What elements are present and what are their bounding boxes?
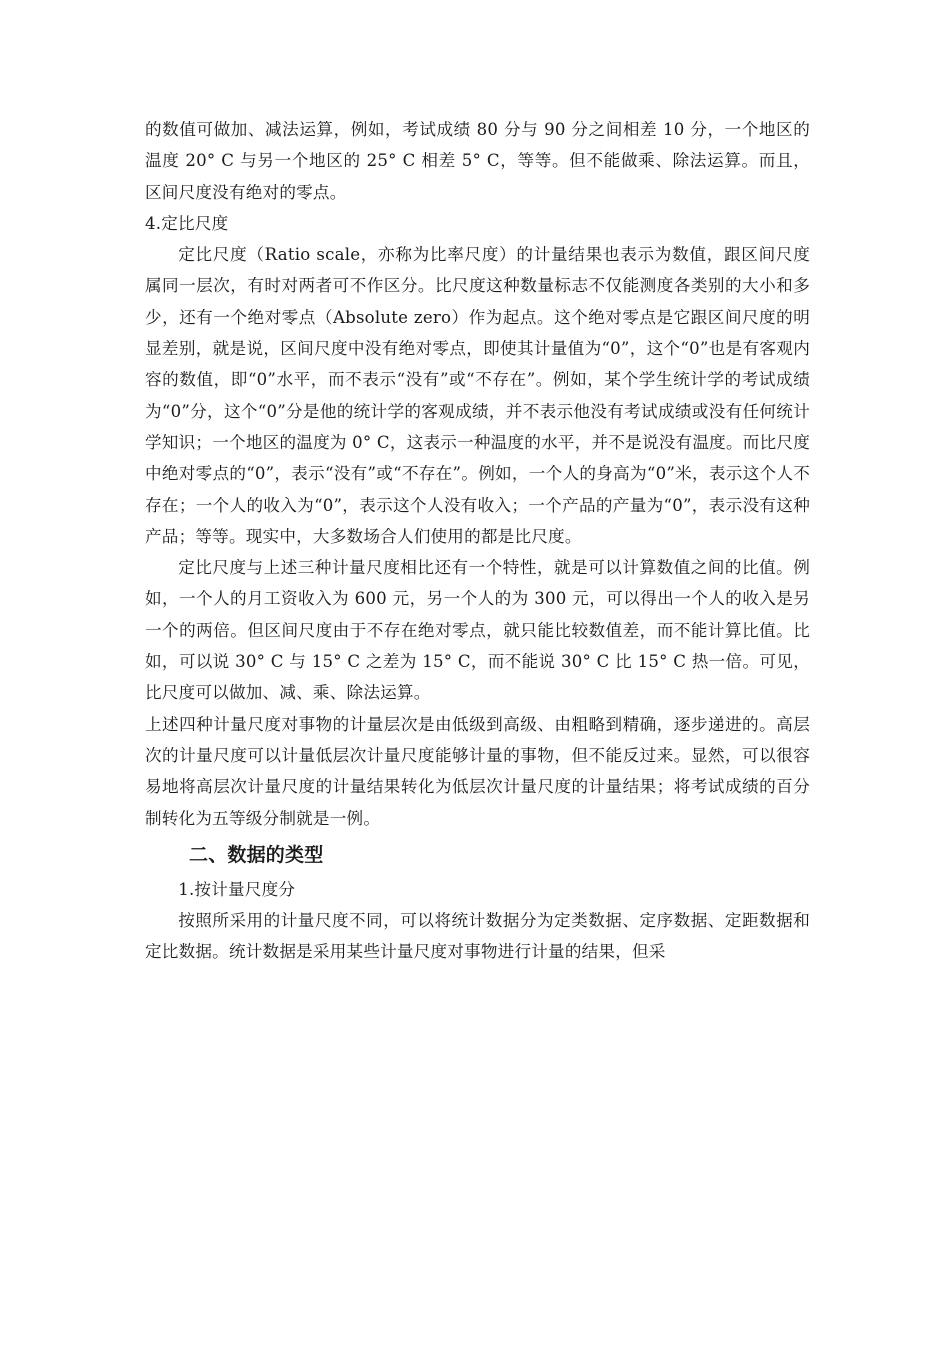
section-title-data-types: 二、数据的类型 (189, 843, 324, 866)
subheading-by-measurement-scale: 1.按计量尺度分 (178, 879, 296, 899)
paragraph-ratio-scale-property: 定比尺度与上述三种计量尺度相比还有一个特性，就是可以计算数值之间的比值。例如，一个人的月工资收入为 600 元，另一个人的为 300 元，可以得出一个人的收入是另一个的两倍。但区间尺度由于不存在绝对零点，就只能比较数值差，而不能计算比值。比如，可以说 30° C 与 15° C 之差为 15° C，而不能说 30° C 比 15° C 热一倍。可见，比尺度可以做加、减、乘、除法运算。 (145, 558, 810, 703)
subheading-ratio-scale: 4.定比尺度 (145, 213, 229, 233)
paragraph-interval-scale-end: 的数值可做加、减法运算，例如，考试成绩 80 分与 90 分之间相差 10 分，一个地区的温度 20° C 与另一个地区的 25° C 相差 5° C，等等。但不能做乘、除法运算。而且，区间尺度没有绝对的零点。 (145, 120, 810, 202)
paragraph-data-classification: 按照所采用的计量尺度不同，可以将统计数据分为定类数据、定序数据、定距数据和定比数据。统计数据是采用某些计量尺度对事物进行计量的结果，但采 (145, 911, 810, 962)
paragraph-scale-summary: 上述四种计量尺度对事物的计量层次是由低级到高级、由粗略到精确，逐步递进的。高层次的计量尺度可以计量低层次计量尺度能够计量的事物，但不能反过来。显然，可以很容易地将高层次计量尺度的计量结果转化为低层次计量尺度的计量结果；将考试成绩的百分制转化为五等级分制就是一例。 (145, 714, 810, 828)
paragraph-ratio-scale-definition: 定比尺度（Ratio scale，亦称为比率尺度）的计量结果也表示为数值，跟区间尺度属同一层次，有时对两者可不作区分。比尺度这种数量标志不仅能测度各类别的大小和多少，还有一个绝对零点（Absolute zero）作为起点。这个绝对零点是它跟区间尺度的明显差别，就是说，区间尺度中没有绝对零点，即使其计量值为“0”，这个“0”也是有客观内容的数值，即“0”水平，而不表示“没有”或“不存在”。例如，某个学生统计学的考试成绩为“0”分，这个“0”分是他的统计学的客观成绩，并不表示他没有考试成绩或没有任何统计学知识；一个地区的温度为 0° C，这表示一种温度的水平，并不是说没有温度。而比尺度中绝对零点的“0”，表示“没有”或“不存在”。例如，一个人的身高为“0”米，表示这个人不存在；一个人的收入为“0”，表示这个人没有收入；一个产品的产量为“0”，表示没有这种产品；等等。现实中，大多数场合人们使用的都是比尺度。 (145, 245, 810, 546)
document-page (145, 114, 810, 968)
